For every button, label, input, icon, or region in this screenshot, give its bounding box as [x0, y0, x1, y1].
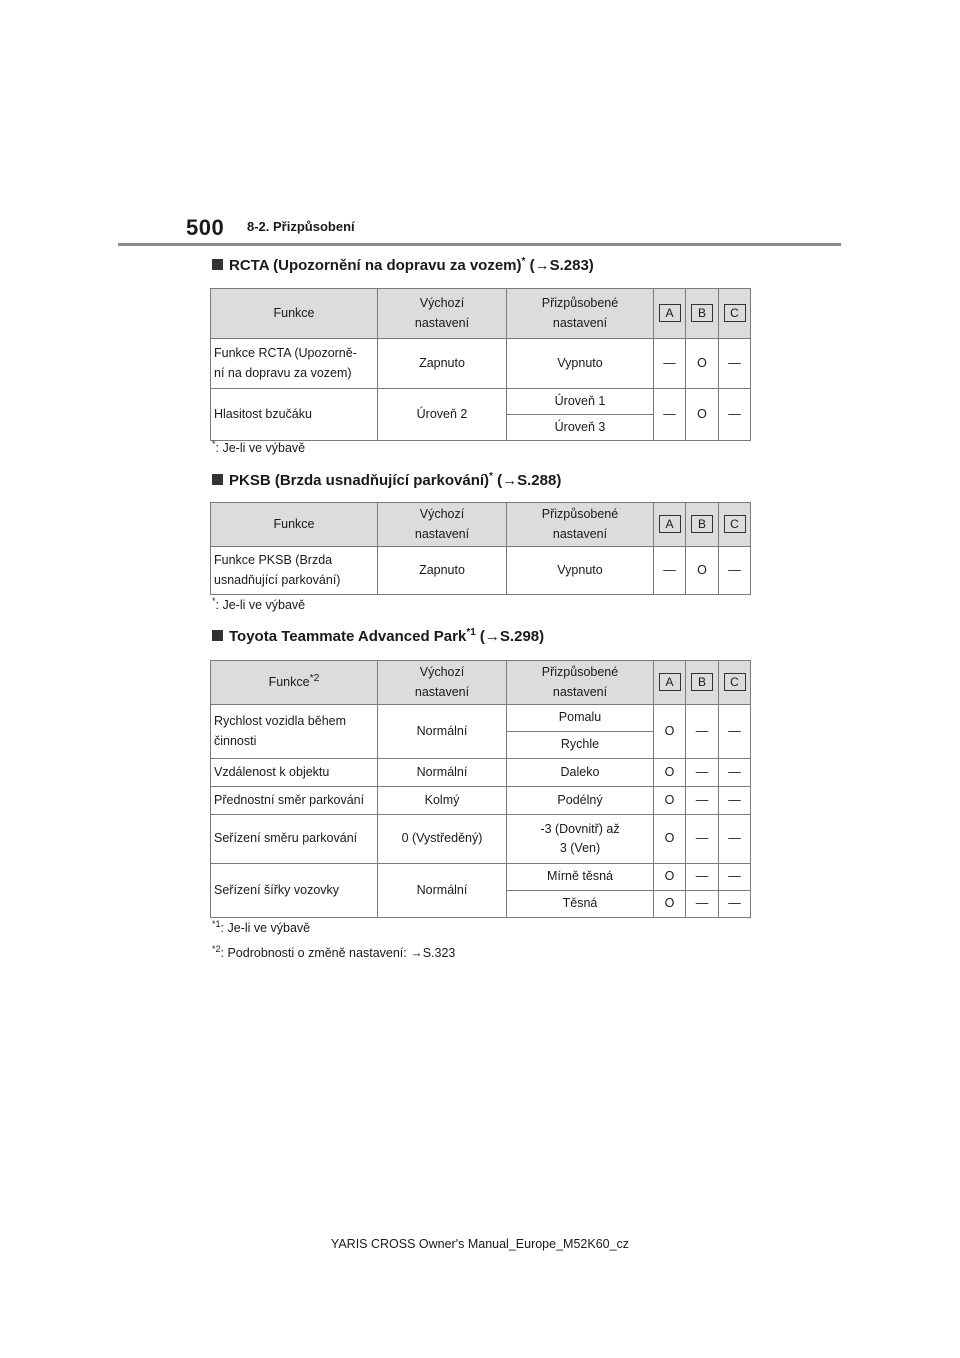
- table-row: Funkce RCTA (Upozorně- ní na dopravu za vozem) Zapnuto Vypnuto — O —: [211, 339, 751, 389]
- square-bullet-icon: [212, 259, 223, 270]
- c-box-icon: C: [724, 673, 746, 691]
- section-title: 8-2. Přizpůsobení: [247, 219, 355, 234]
- pksb-heading: PKSB (Brzda usnadňující parkování)* (→S.288): [212, 472, 561, 489]
- page-footer: YARIS CROSS Owner's Manual_Europe_M52K60_cz: [330, 1237, 630, 1251]
- table-row: Těsná O — —: [211, 891, 751, 918]
- table-row: Hlasitost bzučáku Úroveň 2 Úroveň 1 — O —: [211, 389, 751, 415]
- ttap-heading: Toyota Teammate Advanced Park$^{*1}$ (→S.298): [212, 628, 544, 645]
- a-box-icon: A: [659, 304, 681, 322]
- table-row: Seřízení šířky vozovky Normální Mírně těsná O — —: [211, 864, 751, 891]
- table-row: Rychle: [211, 732, 751, 759]
- table-row: Seřízení směru parkování 0 (Vystředěný) -3 (Dovnitř) až 3 (Ven) O — —: [211, 815, 751, 864]
- b-box-icon: B: [691, 515, 713, 533]
- ttap-table: [210, 660, 751, 918]
- c-box-icon: C: [724, 304, 746, 322]
- square-bullet-icon: [212, 630, 223, 641]
- table-header-row: Funkce Výchozí nastavení Přizpůsobené nastavení A B C: [211, 289, 751, 339]
- ttap-footnote-1: $^{*1}$: Je-li ve výbavě: [212, 918, 311, 935]
- pksb-table: [210, 502, 751, 595]
- table-row: Vzdálenost k objektu Normální Daleko O — —: [211, 759, 751, 787]
- table-row: Rychlost vozidla během činnosti Normální Pomalu O — —: [211, 705, 751, 732]
- rcta-heading: RCTA (Upozornění na dopravu za vozem)* (→S.283): [212, 257, 594, 274]
- square-bullet-icon: [212, 474, 223, 485]
- rcta-footnote: *: Je-li ve výbavě: [212, 438, 306, 455]
- b-box-icon: B: [691, 304, 713, 322]
- table-header-row: Funkce$^{*2}$ Výchozí nastavení Přizpůsobené nastavení A B C: [211, 661, 751, 705]
- ttap-footnote-2: $^{*2}$: Podrobnosti o změně nastavení: →S.323: [212, 943, 456, 960]
- table-header-row: Funkce Výchozí nastavení Přizpůsobené nastavení A B C: [211, 503, 751, 547]
- rcta-table: [210, 288, 751, 441]
- table-row: Úroveň 3: [211, 415, 751, 441]
- pksb-footnote: *: Je-li ve výbavě: [212, 595, 306, 612]
- table-row: Funkce PKSB (Brzda usnadňující parkování) Zapnuto Vypnuto — O —: [211, 547, 751, 595]
- table-row: Přednostní směr parkování Kolmý Podélný O — —: [211, 787, 751, 815]
- a-box-icon: A: [659, 673, 681, 691]
- header-divider: [118, 243, 841, 246]
- a-box-icon: A: [659, 515, 681, 533]
- c-box-icon: C: [724, 515, 746, 533]
- page-number: 500: [186, 215, 225, 240]
- b-box-icon: B: [691, 673, 713, 691]
